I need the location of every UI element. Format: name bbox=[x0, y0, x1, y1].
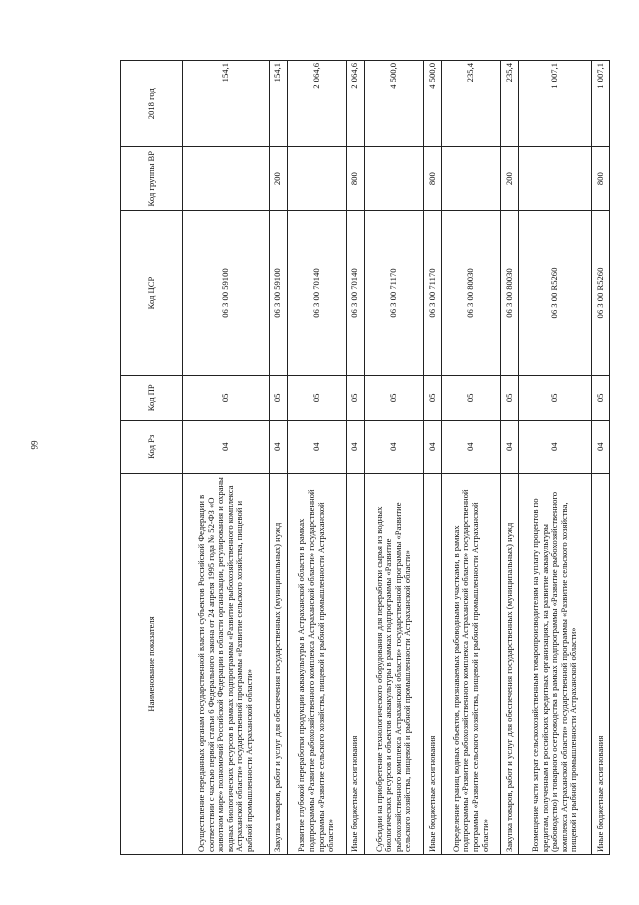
row-csr: 06 3 00 59100 bbox=[269, 210, 287, 375]
row-amount: 235,4 bbox=[441, 61, 500, 147]
rotated-table-container bbox=[120, 60, 610, 855]
table-row bbox=[501, 61, 519, 855]
row-vr: 200 bbox=[269, 147, 287, 211]
row-amount: 154,1 bbox=[269, 61, 287, 147]
row-amount: 4 500,0 bbox=[364, 61, 423, 147]
row-amount: 2 064,6 bbox=[287, 61, 346, 147]
table-row bbox=[441, 61, 500, 855]
row-csr: 06 3 00 70140 bbox=[346, 210, 364, 375]
table-row bbox=[183, 61, 270, 855]
table-header-row bbox=[121, 61, 183, 855]
row-name: Возмещение части затрат сельскохозяйственным товаропроизводителям на уплату процентов по кредитам, полученным в российских кредитных организациях, на развитие аквакультуры (рыбоводство) и товарного осетроводства в рамках подпрограммы «Развитие рыбохозяйственного комплекса Астраханской области» государственной программы «Развитие сельского хозяйства, пищевой и рыбной промышленности Астраханской области» bbox=[519, 473, 592, 854]
row-vr bbox=[441, 147, 500, 211]
row-pr: 05 bbox=[346, 376, 364, 420]
table-row bbox=[591, 61, 609, 855]
table-row bbox=[287, 61, 346, 855]
row-csr: 06 3 00 71170 bbox=[364, 210, 423, 375]
header-vr: Код группы ВР bbox=[121, 147, 183, 211]
row-csr: 06 3 00 71170 bbox=[423, 210, 441, 375]
row-pr: 05 bbox=[287, 376, 346, 420]
row-amount: 235,4 bbox=[501, 61, 519, 147]
row-rz: 04 bbox=[519, 420, 592, 473]
row-vr: 800 bbox=[591, 147, 609, 211]
row-amount: 154,1 bbox=[183, 61, 270, 147]
row-vr: 200 bbox=[501, 147, 519, 211]
row-rz: 04 bbox=[423, 420, 441, 473]
row-name: Развитие глубокой переработки продукции аквакультуры в Астраханской области в рамках подпрограммы «Развитие рыбохозяйственного комплекса Астраханской области» государственной программы «Развитие сельского хозяйства, пищевой и рыбной промышленности Астраханской области» bbox=[287, 473, 346, 854]
row-name: Субсидии на приобретение технологического оборудования для переработки сырья из водных биологических ресурсов и объектов аквакультуры в рамках подпрограммы «Развитие рыбохозяйственного комплекса Астраханской области» государственной программы «Развитие сельского хозяйства, пищевой и рыбной промышленности Астраханской области» bbox=[364, 473, 423, 854]
row-name: Определение границ водных объектов, признаваемых рыбоводными участками, в рамках подпрограммы «Развитие рыбохозяйственного комплекса Астраханской области» государственной программы «Развитие сельского хозяйства, пищевой и рыбной промышленности Астраханской области» bbox=[441, 473, 500, 854]
row-amount: 2 064,6 bbox=[346, 61, 364, 147]
row-amount: 4 500,0 bbox=[423, 61, 441, 147]
row-pr: 05 bbox=[501, 376, 519, 420]
row-vr bbox=[364, 147, 423, 211]
row-name: Осуществление переданных органам государственной власти субъектов Российской Федерации в соответствии с частью первой статьи 6 Федерального закона от 24 апреля 1995 года № 52-ФЗ «О животном мире» полномочий Российской Федерации в области организации, регулирования и охраны водных биологических ресурсов в рамках подпрограммы «Развитие рыбохозяйственного комплекса Астраханской области» государственной программы «Развитие сельского хозяйства, пищевой и рыбной промышленности Астраханской области» bbox=[183, 473, 270, 854]
row-vr: 800 bbox=[346, 147, 364, 211]
table-row bbox=[423, 61, 441, 855]
header-csr: Код ЦСР bbox=[121, 210, 183, 375]
row-name: Иные бюджетные ассигнования bbox=[346, 473, 364, 854]
page-number: 99 bbox=[29, 440, 40, 450]
row-csr: 06 3 00 80030 bbox=[501, 210, 519, 375]
table-row bbox=[346, 61, 364, 855]
row-name: Закупка товаров, работ и услуг для обеспечения государственных (муниципальных) нужд bbox=[501, 473, 519, 854]
row-pr: 05 bbox=[269, 376, 287, 420]
row-csr: 06 3 00 R5260 bbox=[591, 210, 609, 375]
row-csr: 06 3 00 80030 bbox=[441, 210, 500, 375]
row-pr: 05 bbox=[441, 376, 500, 420]
row-pr: 05 bbox=[519, 376, 592, 420]
row-vr: 800 bbox=[423, 147, 441, 211]
row-vr bbox=[287, 147, 346, 211]
row-pr: 05 bbox=[364, 376, 423, 420]
table-row bbox=[269, 61, 287, 855]
header-pr: Код ПР bbox=[121, 376, 183, 420]
row-rz: 04 bbox=[364, 420, 423, 473]
row-rz: 04 bbox=[346, 420, 364, 473]
row-name: Иные бюджетные ассигнования bbox=[423, 473, 441, 854]
row-rz: 04 bbox=[183, 420, 270, 473]
row-pr: 05 bbox=[183, 376, 270, 420]
row-pr: 05 bbox=[423, 376, 441, 420]
row-vr bbox=[519, 147, 592, 211]
row-name: Иные бюджетные ассигнования bbox=[591, 473, 609, 854]
row-csr: 06 3 00 R5260 bbox=[519, 210, 592, 375]
row-csr: 06 3 00 70140 bbox=[287, 210, 346, 375]
row-rz: 04 bbox=[441, 420, 500, 473]
row-pr: 05 bbox=[591, 376, 609, 420]
header-year: 2018 год bbox=[121, 61, 183, 147]
row-rz: 04 bbox=[591, 420, 609, 473]
header-rz: Код Рз bbox=[121, 420, 183, 473]
row-amount: 1 007,1 bbox=[519, 61, 592, 147]
row-vr bbox=[183, 147, 270, 211]
row-rz: 04 bbox=[287, 420, 346, 473]
budget-table bbox=[120, 60, 610, 855]
row-rz: 04 bbox=[269, 420, 287, 473]
row-csr: 06 3 00 59100 bbox=[183, 210, 270, 375]
row-rz: 04 bbox=[501, 420, 519, 473]
table-row bbox=[364, 61, 423, 855]
table-row bbox=[519, 61, 592, 855]
row-amount: 1 007,1 bbox=[591, 61, 609, 147]
header-name: Наименование показателя bbox=[121, 473, 183, 854]
row-name: Закупка товаров, работ и услуг для обеспечения государственных (муниципальных) нужд bbox=[269, 473, 287, 854]
